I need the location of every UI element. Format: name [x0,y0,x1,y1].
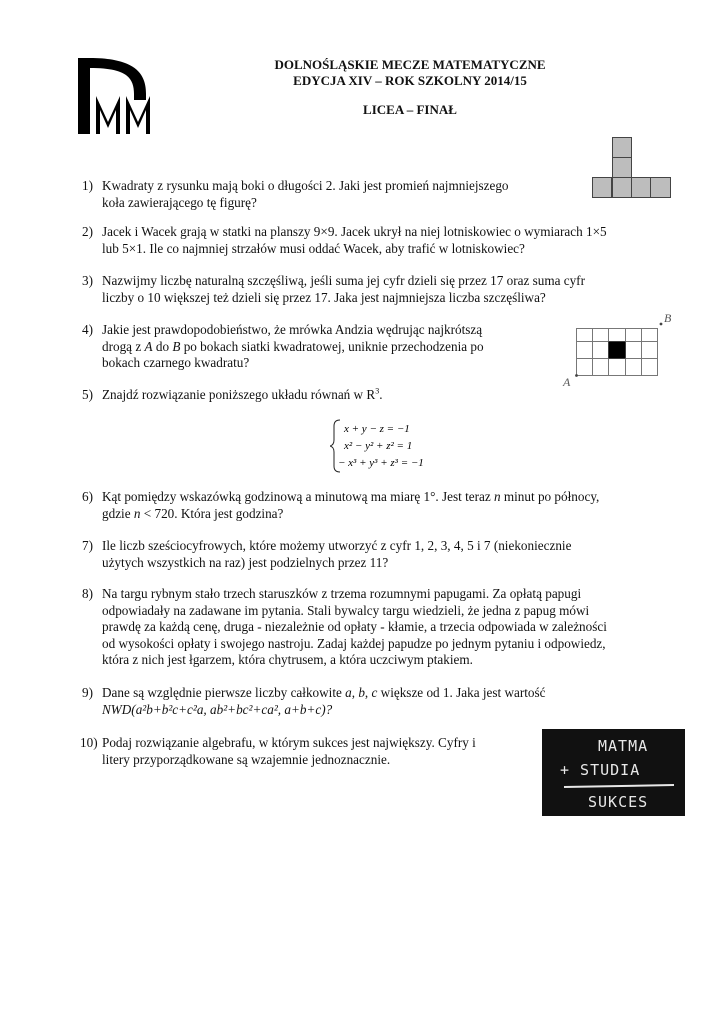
problem-line: lub 5×1. Ile co najmniej strzałów musi oddać Wacek, aby trafić w lotniskowiec? [102,240,525,256]
problem-number: 7) [82,538,93,553]
problem-5 [82,387,382,404]
grid-label-b: B [664,311,672,325]
problem-2 [82,224,607,257]
algebraf-row-2: + STUDIA [560,761,641,779]
problem-line-gcd: NWD(a²b+b²c+c²a, ab²+bc²+ca², a+b+c)? [102,701,333,717]
superscript: 3 [375,386,380,396]
text-segment: po bokach siatki kwadratowej, uniknie przechodzenia po [180,338,484,354]
problem-6 [82,489,599,522]
text-segment: Dane są względnie pierwsze liczby całkowite [102,685,346,700]
problem-1 [82,178,509,211]
problem-line: która z nich jest łgarzem, która chytrusem, a która uczciwym ptakiem. [102,652,473,667]
header-title: DOLNOŚLĄSKIE MECZE MATEMATYCZNE [274,57,546,72]
var-c: c [371,685,378,700]
problem-line: od wysokości opłaty i swojego nastroju. Zadaj każdej papudze po jednym pytaniu i odpowiedz, [102,635,606,651]
problem-line: Podaj rozwiązanie algebrafu, w którym sukces jest największy. Cyfry i [102,735,476,750]
problem-line: Na targu rybnym stało trzech staruszków z trzema rozumnymi papugami. Za opłatą papugi [102,586,582,601]
var-a: a [345,685,352,700]
var-n: n [493,489,501,504]
problem-number: 8) [82,586,93,601]
problem-line: Jakie jest prawdopodobieństwo, że mrówka Andzia wędrując najkrótszą [102,322,483,337]
header-level: LICEA – FINAŁ [363,102,457,117]
var-a: A [144,338,153,354]
problem-number: 10) [80,735,98,750]
algebraf-chalkboard [542,729,685,816]
problem-7 [82,538,571,571]
algebraf-row-3: SUKCES [588,793,649,811]
var-b: B [172,338,181,354]
problem-number: 6) [82,489,93,504]
problem-line: Ile liczb sześciocyfrowych, które możemy utworzyć z cyfr 1, 2, 3, 4, 5 i 7 (niekoniecznie [102,538,572,553]
text-segment: minut po północy, [500,489,600,504]
text-segment: , [364,685,372,700]
problem-number: 2) [82,224,93,239]
problem-line: użytych wszystkich na raz) jest podzielnych przez 11? [102,554,389,570]
problem-line: Jacek i Wacek grają w statki na planszy 9×9. Jacek ukrył na niej lotniskowiec o wymiarach 1×5 [102,224,607,239]
var-n: n [133,505,141,521]
problem-number: 5) [82,387,93,402]
problem-line: litery przyporządkowane są wzajemnie jednoznacznie. [102,751,391,767]
problem-number: 1) [82,178,93,193]
problem-line [102,489,599,506]
problem-number: 4) [82,322,93,337]
problem-line [102,685,545,702]
problem-line: odpowiadały na zadawane im pytania. Stali bywalcy targu wiedzieli, że jedna z papug mówi [102,602,590,618]
text-segment: . [379,387,383,402]
equation-2: x² − y² + z² = 1 [344,440,413,452]
problem-8 [82,586,607,669]
problem-9 [82,685,545,718]
text-segment: < 720. Która jest godzina? [140,505,284,521]
grid-label-a: A [563,375,571,389]
problem-line [102,339,484,356]
problem-number: 9) [82,685,93,700]
problem-line: bokach czarnego kwadratu? [102,355,250,370]
problem-3 [82,273,585,306]
text-segment: do [152,338,173,354]
problem-4 [82,322,484,372]
squares-figure [592,137,672,199]
equation-1: x + y − z = −1 [344,423,410,435]
problem-line: Nazwijmy liczbę naturalną szczęśliwą, jeśli suma jej cyfr dzieli się przez 17 oraz suma cyfr [102,273,585,288]
algebraf-row-1: MATMA [598,737,649,755]
text-segment: , [351,685,359,700]
problem-line: liczby o 10 większej też dzieli się przez 17. Jaka jest najmniejsza liczba szczęśliwa? [102,289,546,305]
problem-10 [82,735,476,768]
problem-line: Kwadraty z rysunku mają boki o długości 2. Jaki jest promień najmniejszego [102,178,509,193]
grid-figure [560,310,678,390]
text-segment: Kąt pomiędzy wskazówką godzinową a minutową ma miarę 1°. Jest teraz [102,489,494,504]
problem-line: prawdę za każdą cenę, druga - niezależnie od opłaty - kłamie, a trzecia odpowiada w zależności [102,619,607,634]
header-edition: EDYCJA XIV – ROK SZKOLNY 2014/15 [293,72,527,88]
text-segment: większe od 1. Jaka jest wartość [377,685,546,700]
problem-line [102,506,599,523]
equation-system [330,418,440,474]
var-b: b [358,685,365,700]
text-segment: gdzie [102,505,134,521]
dmm-logo [76,56,160,136]
problem-line: Znajdź rozwiązanie poniższego układu równań w R [102,387,376,402]
equation-3: − x³ + y³ + z³ = −1 [338,457,424,469]
problem-number: 3) [82,273,93,288]
problem-line: koła zawierającego tę figurę? [102,194,257,210]
contest-header [240,57,580,118]
text-segment: drogą z [102,338,145,354]
